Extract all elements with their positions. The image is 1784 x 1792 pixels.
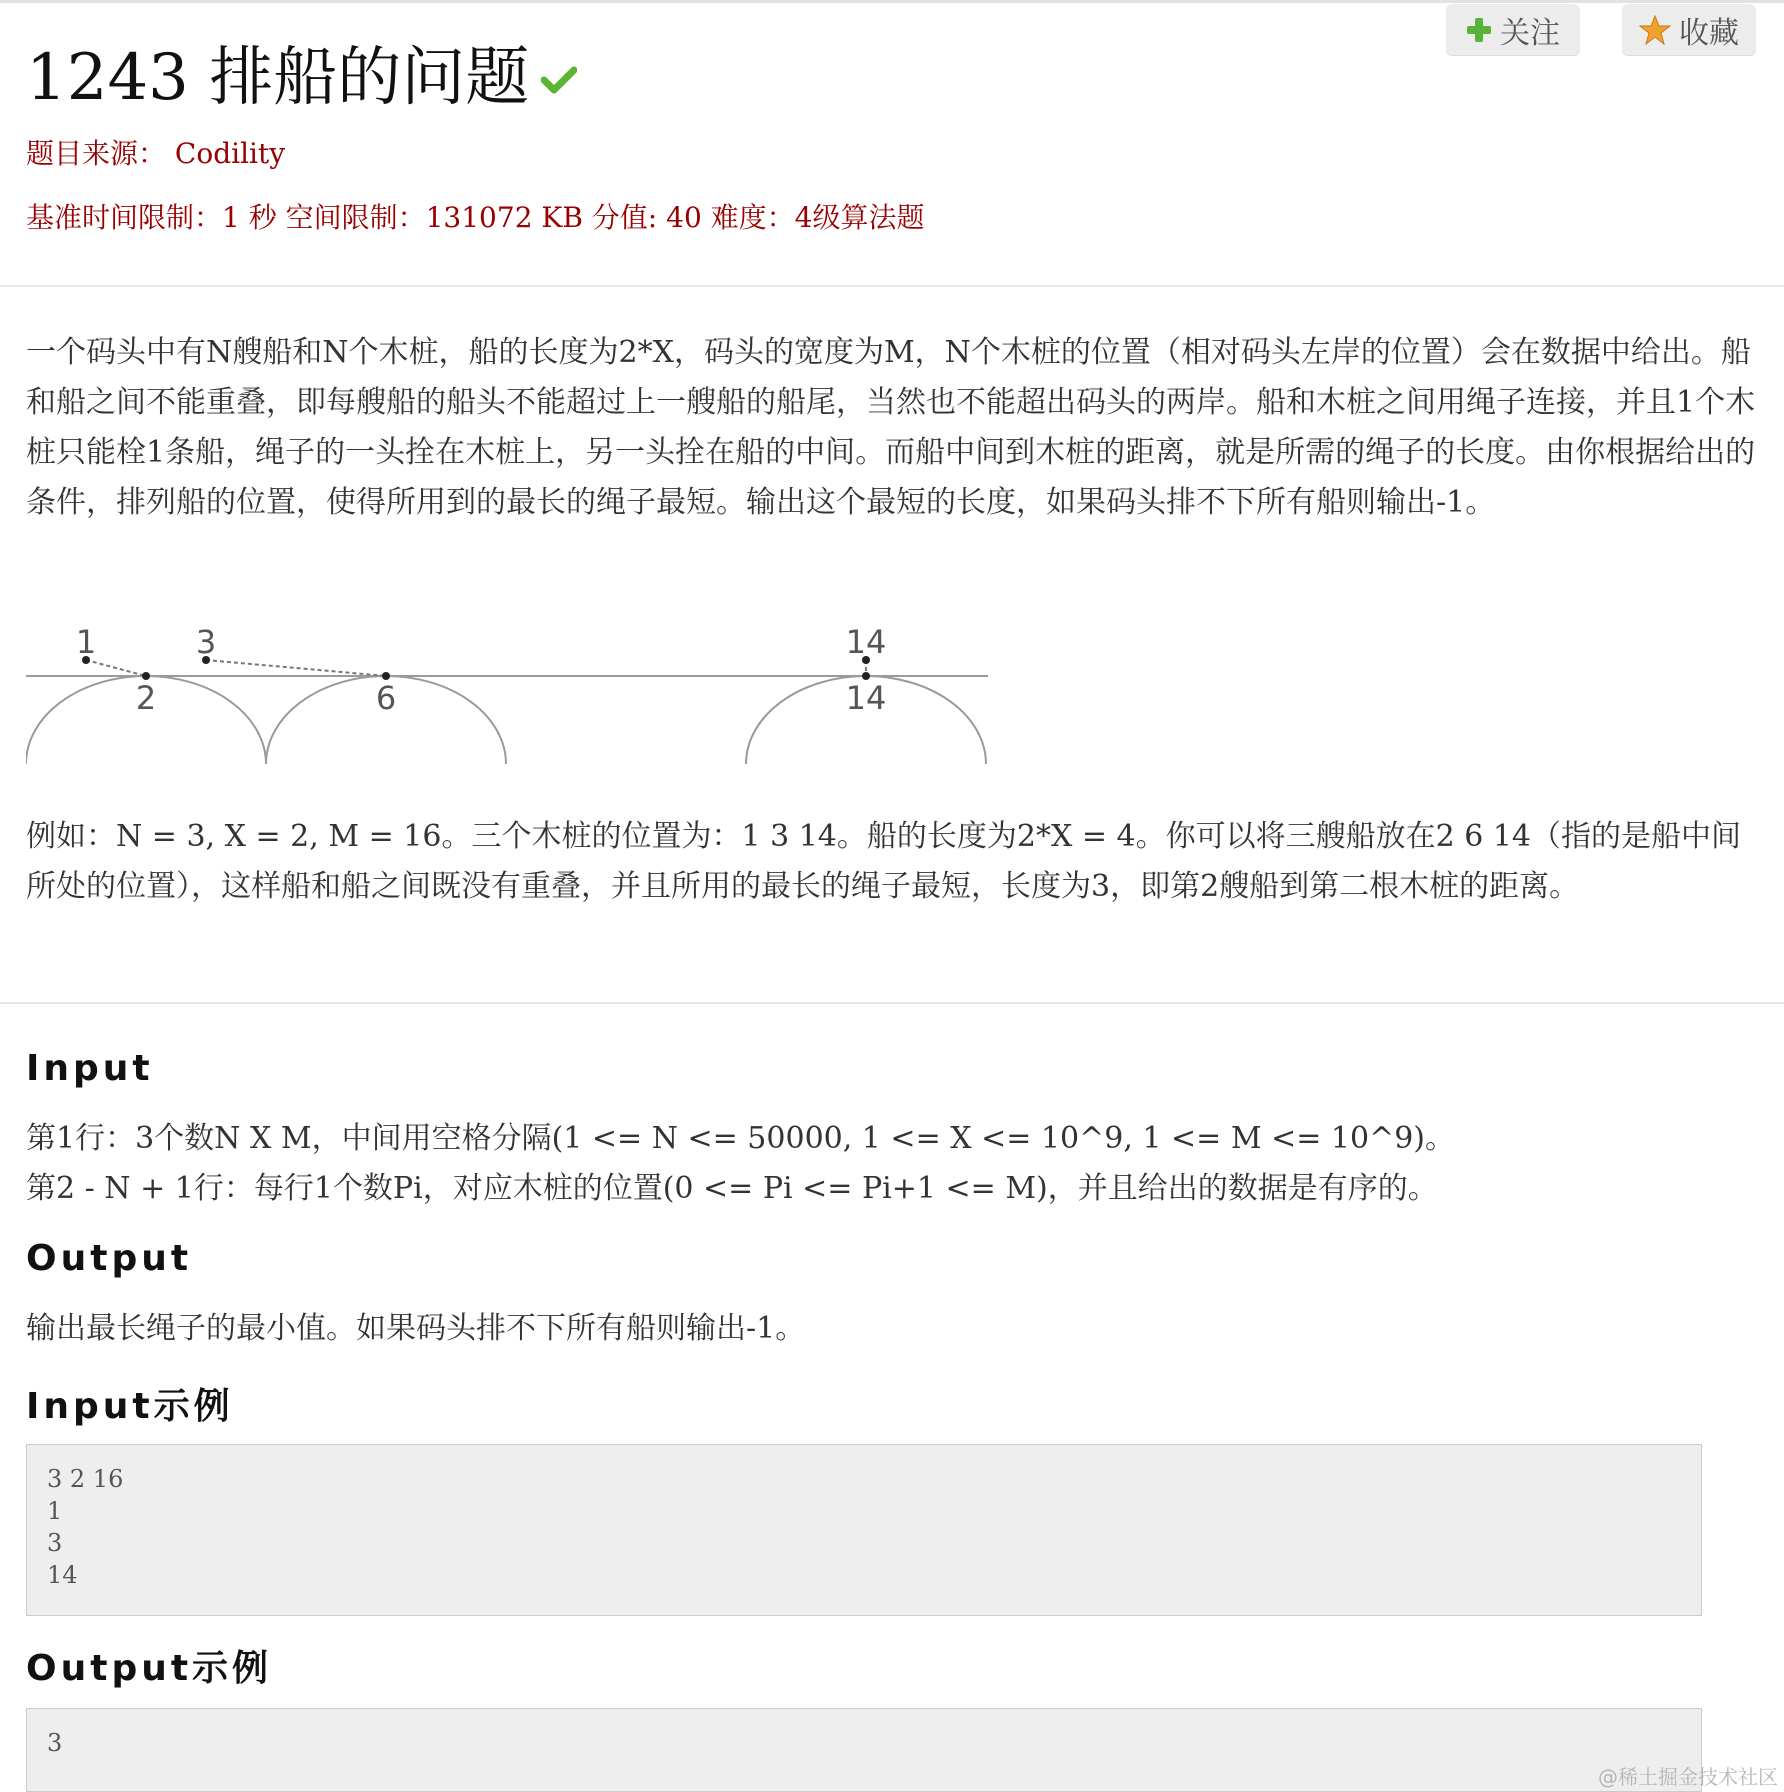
problem-limits: 基准时间限制：1 秒 空间限制：131072 KB 分值: 40 难度：4级算法题 [26,201,925,234]
divider [0,1002,1784,1004]
boat-label: 6 [375,679,397,717]
problem-source [26,132,285,172]
watermark: @稀土掘金技术社区 [1598,1765,1778,1789]
source-link[interactable]: Codility [174,137,286,170]
plus-icon [1466,17,1492,43]
check-icon [541,65,577,100]
example-description: 例如：N = 3, X = 2, M = 16。三个木桩的位置为：1 3 14。船的长度为2*X = 4。你可以将三艘船放在2 6 14（指的是船中间所处的位置），这样船和船之间既没有重叠，并且所用的最长的绳子最短，长度为3，即第2艘船到第二根木桩的距离。 [26,819,1742,904]
boat-diagram [26,620,988,764]
output-example-heading: Output示例 [26,1648,273,1689]
source-label: 题目来源： [26,137,167,170]
boat-label: 14 [845,679,887,717]
pile-label: 1 [75,623,97,661]
top-rule [0,0,1784,3]
code-line: 1 [47,1497,63,1525]
follow-label: 关注 [1500,16,1560,51]
output-line: 输出最长绳子的最小值。如果码头排不下所有船则输出-1。 [26,1311,806,1346]
input-heading: Input [26,1048,154,1089]
input-example-box [26,1444,1702,1616]
star-icon [1639,15,1671,45]
code-line: 14 [47,1561,78,1589]
output-example-box [26,1708,1702,1792]
pile-label: 3 [195,623,217,661]
problem-title: 1243 排船的问题 [26,41,530,115]
favorite-button[interactable] [1622,4,1756,56]
input-line: 第2 - N + 1行：每行1个数Pi，对应木桩的位置(0 <= Pi <= Pi+1 <= M)，并且给出的数据是有序的。 [26,1171,1438,1206]
output-heading: Output [26,1238,193,1279]
follow-button[interactable] [1446,4,1580,56]
code-line: 3 2 16 [47,1465,124,1493]
boat-label: 2 [135,679,157,717]
code-line: 3 [47,1729,63,1757]
title-area [26,38,577,118]
code-line: 3 [47,1529,63,1557]
pile-label: 14 [845,623,887,661]
problem-description: 一个码头中有N艘船和N个木桩，船的长度为2*X，码头的宽度为M，N个木桩的位置（相对码头左岸的位置）会在数据中给出。船和船之间不能重叠，即每艘船的船头不能超过上一艘船的船尾，当然也不能超出码头的两岸。船和木桩之间用绳子连接，并且1个木桩只能栓1条船，绳子的一头拴在木桩上，另一头拴在船的中间。而船中间到木桩的距离，就是所需的绳子的长度。由你根据给出的条件，排列船的位置，使得所用到的最长的绳子最短。输出这个最短的长度，如果码头排不下所有船则输出-1。 [26,335,1756,520]
favorite-label: 收藏 [1679,16,1739,51]
divider [0,285,1784,287]
input-line: 第1行：3个数N X M，中间用空格分隔(1 <= N <= 50000, 1 <= X <= 10^9, 1 <= M <= 10^9)。 [26,1121,1456,1156]
input-example-heading: Input示例 [26,1386,234,1427]
